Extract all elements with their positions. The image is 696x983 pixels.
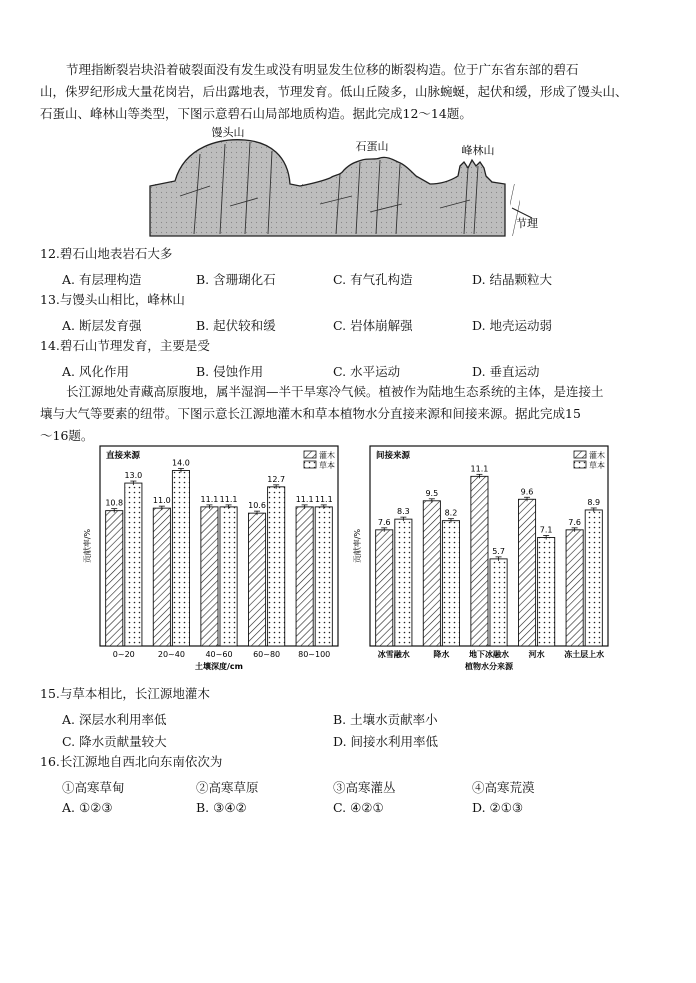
bar <box>376 530 393 646</box>
data-label: 12.7 <box>267 474 286 484</box>
label-fenglin: 峰林山 <box>461 144 495 157</box>
q15-stem: 15.与草本相比，长江源地灌木 <box>40 686 210 701</box>
legend-label: 草本 <box>589 461 605 470</box>
bar <box>172 471 189 646</box>
q14-option-a[interactable]: A. 风化作用 <box>62 364 129 379</box>
q13-option-d[interactable]: D. 地壳运动弱 <box>472 318 553 333</box>
bar <box>106 511 123 646</box>
intro2-line1: 长江源地处青藏高原腹地，属半湿润—半干旱寒冷气候。植被作为陆地生态系统的主体，是连接土 <box>66 384 604 399</box>
q16-stem: 16.长江源地自西北向东南依次为 <box>40 754 223 769</box>
bar <box>220 507 237 646</box>
legend-swatch <box>304 461 316 468</box>
bar <box>201 507 218 646</box>
data-label: 11.1 <box>200 494 219 504</box>
data-label: 8.2 <box>444 508 458 518</box>
q16-option-d[interactable]: D. ②①③ <box>472 800 524 815</box>
data-label: 11.1 <box>470 464 489 474</box>
data-label: 8.9 <box>587 497 601 507</box>
intro2-line3: ～16题。 <box>40 428 94 443</box>
legend-swatch <box>304 451 316 458</box>
legend-label: 灌木 <box>589 451 605 460</box>
data-label: 7.6 <box>377 517 391 527</box>
x-tick-label: 80~100 <box>298 650 331 659</box>
data-label: 14.0 <box>172 458 190 468</box>
x-tick-label: 20~40 <box>157 650 185 659</box>
legend-label: 灌木 <box>319 451 335 460</box>
data-label: 7.1 <box>539 525 553 535</box>
x-tick-label: 40~60 <box>205 650 233 659</box>
q15-option-a[interactable]: A. 深层水利用率低 <box>62 712 167 727</box>
bar <box>296 507 313 646</box>
q14-option-c[interactable]: C. 水平运动 <box>333 364 401 379</box>
bar <box>585 510 602 646</box>
direct-source-chart <box>82 440 344 680</box>
label-mantou: 馒头山 <box>211 126 245 139</box>
bar <box>538 537 555 646</box>
x-tick-label: 地下冰融水 <box>469 650 509 659</box>
q15-option-b[interactable]: B. 土壤水贡献率小 <box>333 712 438 727</box>
data-label: 9.6 <box>520 487 534 497</box>
q14-option-d[interactable]: D. 垂直运动 <box>472 364 540 379</box>
bar <box>518 499 535 646</box>
label-jieli: 节理 <box>516 217 538 230</box>
bar <box>268 487 285 646</box>
q16-item-2: ②高寒草原 <box>196 780 259 795</box>
bar <box>315 507 332 646</box>
data-label: 5.7 <box>492 546 505 556</box>
geology-figure <box>140 126 560 242</box>
x-axis-label: 土壤深度/cm <box>195 662 243 671</box>
q15-option-d[interactable]: D. 间接水利用率低 <box>333 734 439 749</box>
q16-option-c[interactable]: C. ④②① <box>333 800 384 815</box>
data-label: 11.1 <box>314 494 333 504</box>
q12-option-d[interactable]: D. 结晶颗粒大 <box>472 272 553 287</box>
bar <box>490 559 507 646</box>
indirect-source-chart <box>352 440 614 680</box>
bar <box>471 476 488 646</box>
x-tick-label: 河水 <box>528 650 545 659</box>
data-label: 9.5 <box>425 488 439 498</box>
x-tick-label: 冰雪融水 <box>377 650 410 659</box>
x-tick-label: 冻土层上水 <box>564 650 605 659</box>
intro1-line1: 节理指断裂岩块沿着破裂面没有发生或没有明显发生位移的断裂构造。位于广东省东部的碧石 <box>66 62 579 77</box>
intro2-line2: 壤与大气等要素的纽带。下图示意长江源地灌木和草本植物水分直接来源和间接来源。据此完成15 <box>40 406 581 421</box>
data-label: 11.1 <box>295 494 314 504</box>
intro1-line3: 石蛋山、峰林山等类型，下图示意碧石山局部地质构造。据此完成12～14题。 <box>40 106 472 121</box>
q16-item-1: ①高寒草甸 <box>62 780 125 795</box>
q14-stem: 14.碧石山节理发育，主要是受 <box>40 338 210 353</box>
chart-title: 直接来源 <box>106 451 141 461</box>
bar <box>566 530 583 646</box>
x-tick-label: 60~80 <box>253 650 281 659</box>
data-label: 13.0 <box>124 471 143 481</box>
data-label: 11.1 <box>219 494 238 504</box>
bar <box>125 483 142 646</box>
legend-swatch <box>574 461 586 468</box>
q12-option-a[interactable]: A. 有层理构造 <box>62 272 142 287</box>
bar <box>395 519 412 646</box>
data-label: 11.0 <box>152 496 171 506</box>
q14-option-b[interactable]: B. 侵蚀作用 <box>196 364 264 379</box>
q12-option-c[interactable]: C. 有气孔构造 <box>333 272 413 287</box>
q12-option-b[interactable]: B. 含珊瑚化石 <box>196 272 276 287</box>
x-tick-label: 0~20 <box>112 650 135 659</box>
q13-option-c[interactable]: C. 岩体崩解强 <box>333 318 413 333</box>
q16-item-4: ④高寒荒漠 <box>472 780 535 795</box>
x-axis-label: 植物水分来源 <box>465 662 513 671</box>
data-label: 10.6 <box>248 501 266 511</box>
x-tick-label: 降水 <box>433 650 450 659</box>
bar <box>153 508 170 646</box>
q16-item-3: ③高寒灌丛 <box>333 780 396 795</box>
q13-stem: 13.与馒头山相比，峰林山 <box>40 292 185 307</box>
intro1-line2: 山，侏罗纪形成大量花岗岩，后出露地表，节理发育。低山丘陵多，山脉蜿蜒，起伏和缓，形成了馒头山、 <box>40 84 628 99</box>
q13-option-a[interactable]: A. 断层发育强 <box>62 318 142 333</box>
y-axis-label: 贡献率/% <box>353 528 362 564</box>
bar <box>442 521 459 646</box>
data-label: 8.3 <box>397 507 410 517</box>
q12-stem: 12.碧石山地表岩石大多 <box>40 246 173 261</box>
q15-option-c[interactable]: C. 降水贡献量较大 <box>62 734 167 749</box>
q16-option-b[interactable]: B. ③④② <box>196 800 247 815</box>
q13-option-b[interactable]: B. 起伏较和缓 <box>196 318 276 333</box>
data-label: 7.6 <box>568 517 581 527</box>
chart-title: 间接来源 <box>376 451 411 461</box>
bar <box>248 513 265 646</box>
legend-swatch <box>574 451 586 458</box>
data-label: 10.8 <box>105 498 124 508</box>
bar <box>423 501 440 646</box>
legend-label: 草本 <box>319 461 335 470</box>
y-axis-label: 贡献率/% <box>83 528 92 564</box>
label-shidan: 石蛋山 <box>355 140 389 153</box>
q16-option-a[interactable]: A. ①②③ <box>62 800 113 815</box>
